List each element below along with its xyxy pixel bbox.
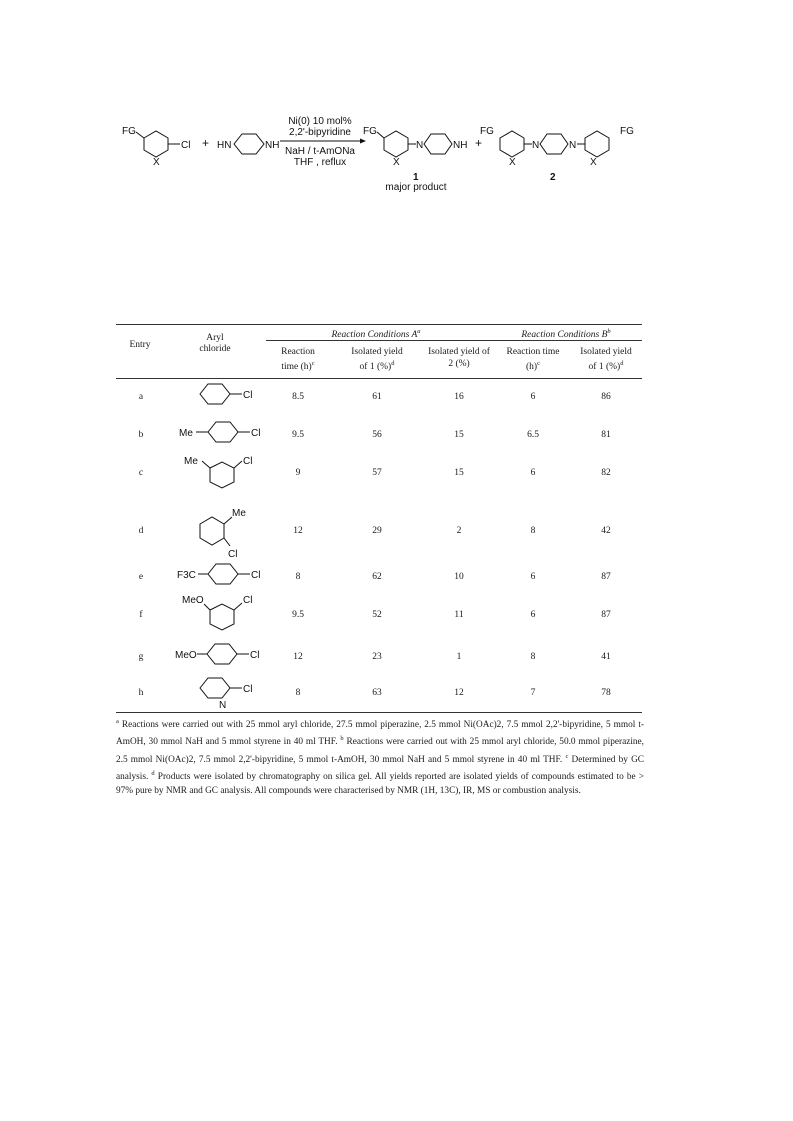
aryl-chloride-structure [172,638,284,672]
product2-x-left: X [509,157,516,168]
condition-ligand: 2,2'-bipyridine [289,127,351,138]
a-time-cell: 9.5 [292,430,304,440]
reaction-scheme-drawing [110,110,670,200]
b-yield1-cell: 82 [601,468,611,478]
cl-label: Cl [243,595,253,606]
a-yield2-cell: 15 [454,468,464,478]
condition-solvent: THF , reflux [293,157,347,168]
substituent-label: Me [184,456,198,467]
product2-n-left: N [532,140,540,151]
a-yield2-cell: 16 [454,392,464,402]
entry-cell: f [139,610,143,620]
entry-cell: h [138,688,144,698]
a-yield1-cell: 23 [372,652,382,662]
a-time-cell: 9 [295,468,301,478]
table-top-rule [116,324,642,325]
header-chloride: chloride [199,344,231,354]
table-bottom-rule [116,712,642,713]
b-yield1-cell: 41 [601,652,611,662]
cl-label: Cl [251,570,261,581]
b-time-cell: 6 [530,610,536,620]
a-yield1-cell: 62 [372,572,382,582]
substituent-label: MeO [182,595,204,606]
a-yield1-cell: 61 [372,392,382,402]
reactant-x-label: X [153,157,160,168]
ring-n-label: N [219,700,227,711]
piperazine-hn-label: HN [217,140,232,151]
aryl-chloride-reactant [122,126,190,168]
a-yield1-cell: 63 [372,688,382,698]
a-yield1-cell: 56 [372,430,382,440]
aryl-chloride-structure [186,672,276,712]
piperazine-ring [234,134,264,154]
reactant-fg-label: FG [122,126,136,137]
cl-label: Cl [243,684,253,695]
footnote-d-mark: d [151,769,155,777]
header-a-yield2: Isolated yield of 2 (%) [428,347,490,369]
cl-label: Cl [243,456,253,467]
product2-left-ring [500,131,524,157]
a-yield1-cell: 52 [372,610,382,620]
footnote-b-mark: b [340,735,344,743]
aryl-chloride-structure [174,558,284,592]
a-yield2-cell: 10 [454,572,464,582]
footnote-b: Reactions were carried out with 25 mmol aryl chloride, 50.0 mmol piperazine, 2.5 mmol Ni(OAc)2, 7.5 mmol 2,2'-bipyridine, 5 mmol t-AmOH, 30 mmol NaH and 5 mmol styrene in 40 ml THF. [116,737,645,765]
product1-number: 1 [413,172,419,183]
footnote-a: Reactions were carried out with 25 mmol aryl chloride, 27.5 mmol piperazine, 2.5 mmol Ni(OAc)2, 7.5 mmol 2,2'-bipyridine, 5 mmol t-AmOH, 30 mmol NaH and 5 mmol styrene in 40 ml THF. [116,720,645,748]
entry-cell: g [138,652,144,662]
reactant-cl-label: Cl [181,140,191,151]
condition-base: NaH / t-AmONa [284,146,356,157]
b-time-cell: 8 [530,652,536,662]
piperazine-nh-label: NH [265,140,280,151]
footnote-c: Determined by GC analysis. [116,754,644,782]
substituent-label: Me [179,428,193,439]
footnote-c-mark: c [565,752,569,760]
b-yield1-cell: 87 [601,610,611,620]
product1-piperazine-ring [424,134,452,154]
reaction-conditions [280,116,366,168]
entry-cell: d [138,526,144,536]
product-1 [363,126,467,193]
a-time-cell: 12 [293,652,303,662]
aryl-chloride-structure [186,378,276,412]
header-b-time: Reaction time $(h)^c$ [506,347,560,373]
table-footnotes [116,715,644,798]
a-yield2-cell: 12 [454,688,464,698]
substituent-label: Me [232,508,246,519]
b-time-cell: 6 [530,392,536,402]
header-conditions-a: Reaction Conditions $A^a$ [331,328,421,341]
header-b-yield1: Isolated yield of 1 (%)$^d$ [580,347,632,373]
entry-cell: e [138,572,144,582]
b-time-cell: 7 [530,688,536,698]
cl-label: Cl [243,390,253,401]
product2-piperazine-ring [540,134,568,154]
a-yield1-cell: 29 [372,526,382,536]
entry-cell: a [138,392,144,402]
a-yield2-cell: 2 [456,526,462,536]
product1-aryl-ring [384,131,408,157]
b-time-cell: 6.5 [527,430,539,440]
a-yield1-cell: 57 [372,468,382,478]
aryl-chloride-structure [176,416,286,450]
arrow-head-icon [360,139,366,144]
product2-fg-left: FG [480,126,494,137]
product1-nh-label: NH [453,140,468,151]
product2-n-right: N [569,140,577,151]
footnote-a-mark: a [116,718,119,725]
aryl-chloride-structure [182,592,282,640]
plus-sign-2: + [475,136,483,150]
product2-fg-right: FG [620,126,634,137]
b-yield1-cell: 87 [601,572,611,582]
product1-n-label: N [416,140,424,151]
a-yield2-cell: 11 [454,610,464,620]
product2-right-ring [585,131,609,157]
b-yield1-cell: 81 [601,430,611,440]
header-conditions-b: Reaction Conditions $B^b$ [521,328,611,341]
a-yield2-cell: 15 [454,430,464,440]
b-time-cell: 6 [530,572,536,582]
condition-catalyst: Ni(0) 10 mol% [288,116,352,127]
cl-label: Cl [228,549,238,560]
product1-caption: major product [385,182,447,193]
a-time-cell: 8.5 [292,392,304,402]
a-time-cell: 9.5 [292,610,304,620]
b-yield1-cell: 42 [601,526,611,536]
aryl-chloride-structure [186,504,276,560]
a-time-cell: 8 [295,572,301,582]
substituent-label: F3C [177,570,196,581]
cl-label: Cl [250,650,260,661]
reaction-scheme [110,110,670,200]
header-a-time: Reaction time $(h)^c$ [281,347,315,373]
entry-cell: b [138,430,144,440]
a-time-cell: 8 [295,688,301,698]
header-aryl: Aryl [206,333,224,343]
substituent-label: MeO [175,650,197,661]
a-yield2-cell: 1 [456,652,462,662]
piperazine-reactant [217,134,279,154]
product1-x-label: X [393,157,400,168]
b-yield1-cell: 78 [601,688,611,698]
a-time-cell: 12 [293,526,303,536]
aryl-chloride-structure [182,450,282,498]
cl-label: Cl [251,428,261,439]
b-time-cell: 6 [530,468,536,478]
b-yield1-cell: 86 [601,392,611,402]
footnote-d: Products were isolated by chromatography on silica gel. All yields reported are isolated yields of compounds estimated to be > 97% pure by NMR and GC analysis. All compounds were characterised by NMR (1H, 13C), IR, MS or combustion analysis. [116,771,644,797]
product-2 [480,126,634,183]
header-a-yield1: Isolated yield of 1 (%)$^d$ [351,347,403,373]
plus-sign-1: + [202,136,210,150]
product1-fg-label: FG [363,126,377,137]
b-time-cell: 8 [530,526,536,536]
entry-cell: c [138,468,144,478]
product2-number: 2 [550,172,556,183]
reactant-ring [144,131,168,157]
product2-x-right: X [590,157,597,168]
header-entry: Entry [129,340,151,350]
